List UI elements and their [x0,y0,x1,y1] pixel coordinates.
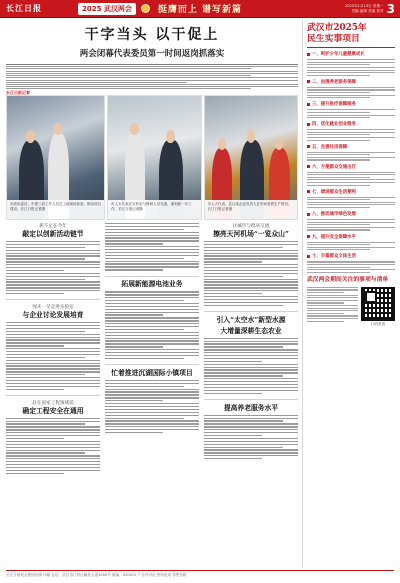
article [204,223,298,306]
project-category: 一、呵护少年儿童健康成长 [307,51,395,57]
article-kicker: 新不止在今年 [39,224,67,229]
article [6,304,100,390]
sidebar-title-line: 武汉市2025年 [307,23,367,33]
project-list [307,261,395,272]
article [105,280,199,359]
article-title: 大增量深耕生态农业 [220,326,282,335]
divider [204,311,298,312]
project-category: 七、增进群众生活便利 [307,189,395,195]
project-list [307,87,395,98]
project-category: 四、优化就业创业服务 [307,121,395,127]
photo-strip [6,95,298,220]
article [6,223,100,294]
editor-line: 责编 编辑 美编 校对 [351,8,384,13]
article-title: 拓展新能源电池业务 [121,280,183,289]
project-list [307,129,395,140]
photo-figure-head [26,130,35,142]
photo-construction-site [6,95,105,220]
article-body [6,418,100,474]
page-number: 3 [386,1,395,16]
photo-figure-head [218,138,226,150]
emblem-icon [141,4,150,13]
project-category: 三、提升医疗保障服务 [307,101,395,107]
column-right [204,223,298,566]
article [105,223,199,271]
article-body [6,241,100,294]
sidebar-secondary-headline: 武汉两会期间关注的事项与清单 [307,276,389,283]
article-title: 忙着推进沉湖国际小镇项目 [111,368,193,377]
lead-headline: 干字当头 以干促上 [84,27,220,43]
sidebar-bottom-text [307,287,358,327]
project-category: 二、加强养老服务保障 [307,79,395,85]
article [105,369,199,433]
article-body [204,415,298,460]
project-list [307,242,395,251]
article-title: 引入“太空水”新型水源 [216,315,286,324]
date-line: 2025年1月13日 星期一 [344,3,384,8]
project-list [307,197,395,208]
qr-code-icon[interactable] [361,287,395,321]
column-middle [105,223,199,566]
column-left [6,223,100,566]
article-title: 擦亮天河机场“一览众山” [213,230,289,238]
article-columns [6,223,298,566]
article-body [204,241,298,306]
article-title: 确定工程安全在通用 [22,406,84,415]
article-body [204,338,298,394]
sidebar-bottom [307,287,395,327]
article-title: 与企业讨论发展培育 [22,311,84,320]
divider [6,299,100,300]
article-kicker: 赶在国家工程领域前 [32,400,74,406]
masthead-rule [0,17,400,18]
article [204,404,298,460]
photo-laboratory [107,95,201,220]
article-title: 敲定以创新活动链节 [22,230,84,238]
masthead [0,0,400,17]
divider [6,395,100,396]
project-list [307,59,395,76]
article [6,400,100,474]
project-category: 八、推动城市绿色发展 [307,211,395,217]
masthead-meta [345,4,387,14]
photo-figure-head [166,130,174,142]
photo-caption: 市人大代表在实验室与科研人员交流，谋划新一年工作。长江日报记者摄 [108,200,200,219]
project-list [307,172,395,186]
article-body [6,322,100,390]
divider [105,364,199,365]
photo-caption: 市政协委员、中建三局工作人员在工地现场检查，推动项目建设。长江日报记者摄 [7,200,104,219]
article-kicker: 让城市与群居交流 [232,224,270,229]
photo-caption: 市人大代表、武汉某企业负责人在车间查看生产情况。长江日报记者摄 [205,200,297,219]
lead-story [6,20,298,59]
article-body [105,291,199,359]
project-list [307,152,395,161]
page-footer: 长江日报报业集团出版 印刷 社址：武汉市江岸区解放大道1000号 邮编：430015 广告许可证 热线电话 零售价格 [6,570,394,580]
qr-label: 扫码查看 [370,321,386,326]
article-title: 提高养老服务水平 [223,403,279,412]
sidebar-title [307,23,395,44]
article [204,316,298,394]
project-list [307,109,395,118]
article-body [105,380,199,433]
slogan: 挺膺而上 谱写新篇 [157,5,243,15]
project-category: 六、方便群众交通出行 [307,164,395,170]
sidebar-rule [307,47,395,48]
divider [204,399,298,400]
article-kicker: 闻未一早走进实验室 [32,305,74,311]
lead-subtitle: 两会闭幕代表委员第一时间返岗抓落实 [79,49,225,59]
byline: 长江日报记者 [6,90,30,95]
article-body [105,223,199,271]
sidebar-livelihood-projects [302,20,395,568]
project-category: 十、丰富群众文体生活 [307,253,395,259]
photo-workshop [204,95,298,220]
photo-figure-head [130,123,138,135]
sidebar-title-line: 民生实事项目 [307,33,360,44]
divider [105,276,199,277]
project-category: 五、完善住房保障 [307,144,395,150]
qr-block [361,287,395,327]
project-list [307,219,395,230]
section-badge: 2025 武汉两会 [78,3,136,15]
paper-name: 长江日报 [6,3,42,13]
lead-body-text [6,64,298,89]
project-category: 九、提升安全保障水平 [307,234,395,240]
